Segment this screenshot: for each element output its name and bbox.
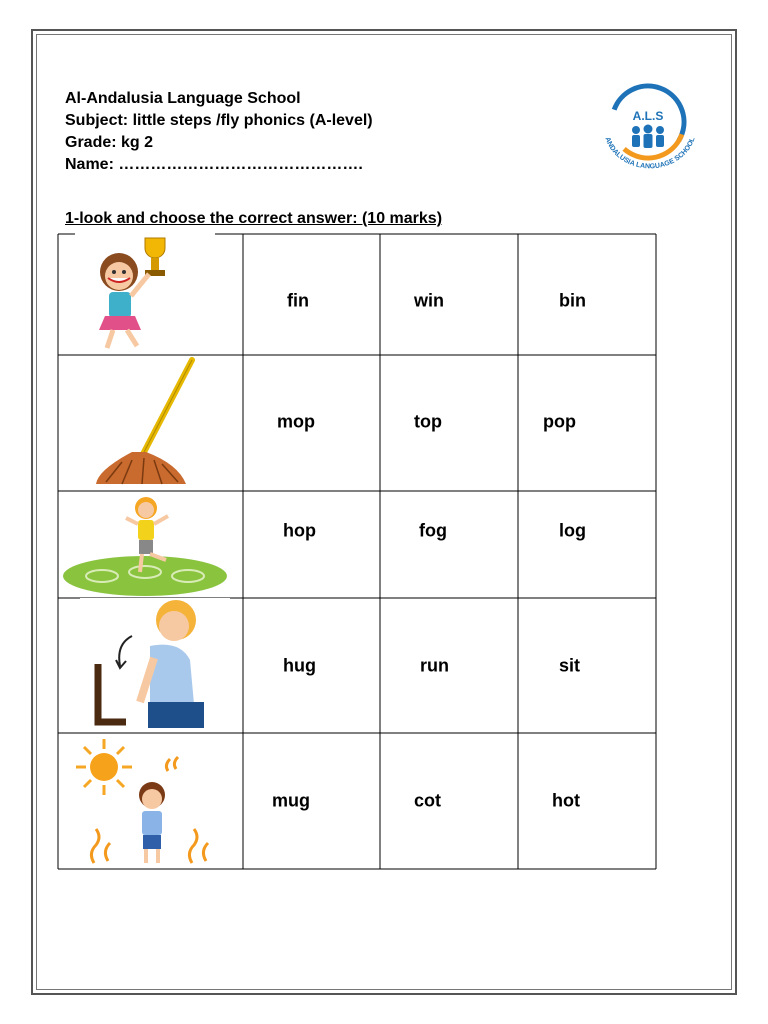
option-row3-b[interactable]: fog: [419, 520, 447, 541]
option-row2-b[interactable]: top: [414, 411, 442, 432]
option-row4-c[interactable]: sit: [559, 655, 581, 676]
option-row5-c[interactable]: hot: [552, 790, 580, 811]
option-row2-a[interactable]: mop: [277, 411, 315, 432]
logo-people-icon: [632, 125, 664, 149]
option-row5-b[interactable]: cot: [414, 790, 441, 811]
grade-line: Grade: kg 2: [65, 134, 154, 151]
mop-picture: [92, 356, 202, 490]
exercise-instruction: 1-look and choose the correct answer: (10 marks): [65, 210, 443, 227]
school-logo: [598, 80, 702, 172]
subject-line: Subject: little steps /fly phonics (A-level): [65, 112, 373, 129]
boy-sitting-picture: [80, 598, 230, 732]
girl-hopping-picture: [62, 490, 228, 598]
student-name-field[interactable]: Name: ……………………………………….: [65, 156, 363, 173]
option-row1-c[interactable]: bin: [559, 290, 586, 311]
worksheet-header: [65, 88, 373, 176]
logo-caption: ANDALUSIA LANGUAGE SCHOOL: [603, 136, 697, 171]
option-row4-a[interactable]: hug: [283, 655, 316, 676]
option-row3-a[interactable]: hop: [283, 520, 316, 541]
school-name: Al-Andalusia Language School: [65, 90, 301, 107]
logo-text: A.L.S: [632, 109, 664, 123]
girl-trophy-picture: [75, 232, 215, 354]
option-row1-a[interactable]: fin: [287, 290, 309, 311]
hot-boy-sun-picture: [72, 735, 222, 867]
option-row5-a[interactable]: mug: [272, 790, 310, 811]
option-row2-c[interactable]: pop: [543, 411, 576, 432]
option-row4-b[interactable]: run: [420, 655, 449, 676]
option-row3-c[interactable]: log: [559, 520, 586, 541]
option-row1-b[interactable]: win: [414, 290, 444, 311]
